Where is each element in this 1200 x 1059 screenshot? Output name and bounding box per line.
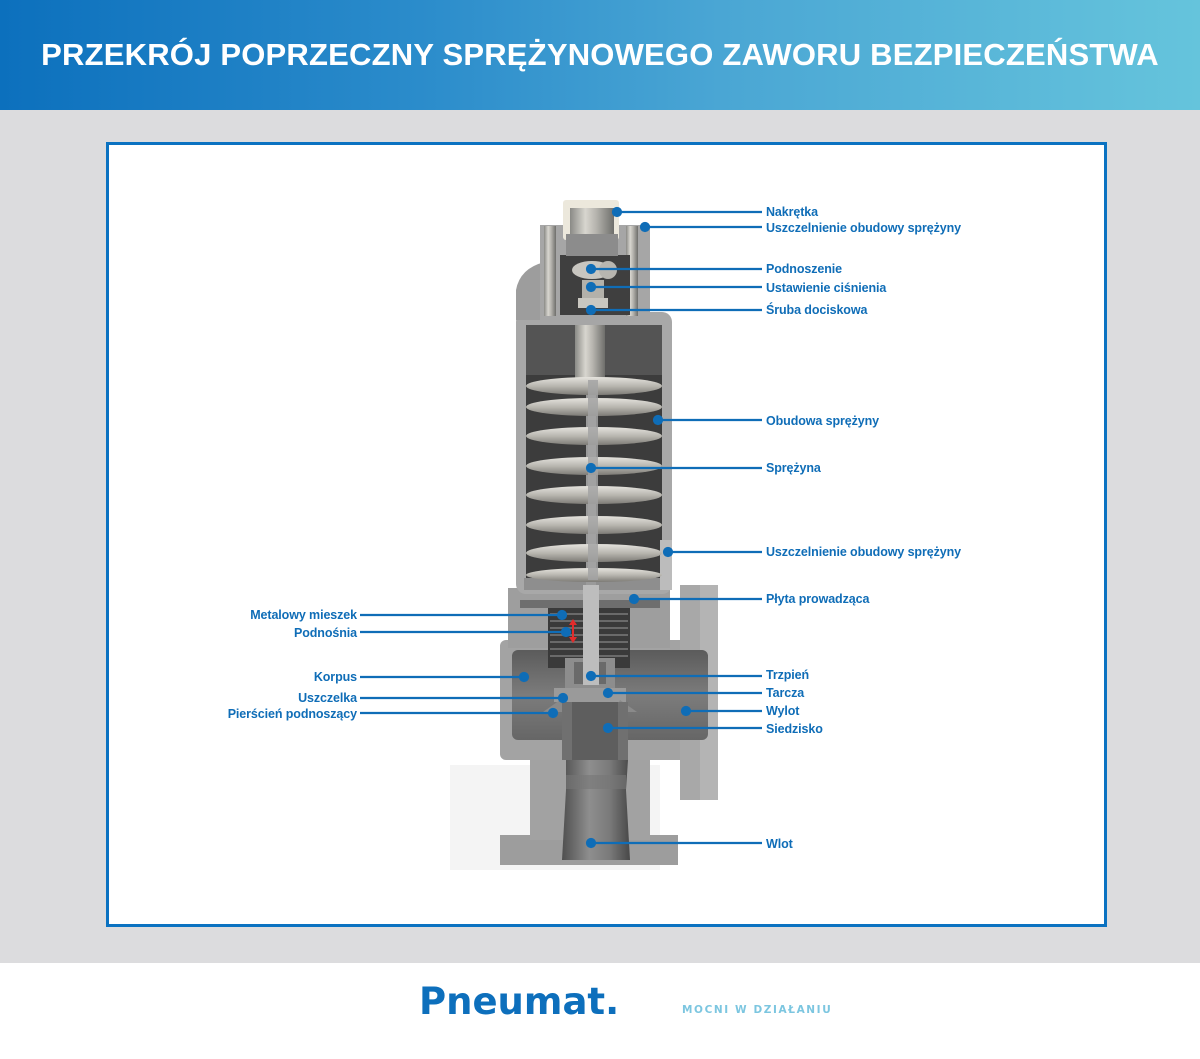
pneumat-logo: Pneumat. bbox=[419, 980, 620, 1023]
label-podnoszenie: Podnoszenie bbox=[766, 262, 842, 276]
tagline: MOCNI W DZIAŁANIU bbox=[682, 1004, 833, 1016]
label-siedzisko: Siedzisko bbox=[766, 722, 823, 736]
label-trzpien: Trzpień bbox=[766, 668, 810, 682]
label-uszczelnienie-obudowy-bottom: Uszczelnienie obudowy sprężyny bbox=[766, 545, 961, 559]
label-uszczelka: Uszczelka bbox=[298, 691, 357, 705]
label-tarcza: Tarcza bbox=[766, 686, 805, 700]
label-wylot: Wylot bbox=[766, 704, 800, 718]
label-metalowy-mieszek: Metalowy mieszek bbox=[250, 608, 357, 622]
label-korpus: Korpus bbox=[313, 670, 357, 684]
label-pierscien-podnoszacy: Pierścień podnoszący bbox=[227, 707, 357, 721]
label-ustawienie-cisnienia: Ustawienie ciśnienia bbox=[766, 281, 887, 295]
label-sruba-dociskowa: Śruba dociskowa bbox=[766, 303, 868, 317]
label-obudowa-sprezyny: Obudowa sprężyny bbox=[766, 414, 880, 428]
label-sprezyna: Sprężyna bbox=[766, 461, 821, 475]
label-uszczelnienie-obudowy-top: Uszczelnienie obudowy sprężyny bbox=[766, 221, 961, 235]
valve-top-cap bbox=[516, 200, 650, 325]
page-title: PRZEKRÓJ POPRZECZNY SPRĘŻYNOWEGO ZAWORU BEZPIECZEŃSTWA bbox=[41, 37, 1159, 72]
label-podnosnia: Podnośnia bbox=[294, 626, 357, 640]
label-plyta-prowadzaca: Płyta prowadząca bbox=[766, 592, 870, 606]
label-wlot: Wlot bbox=[766, 837, 793, 851]
label-nakretka: Nakrętka bbox=[766, 205, 819, 219]
